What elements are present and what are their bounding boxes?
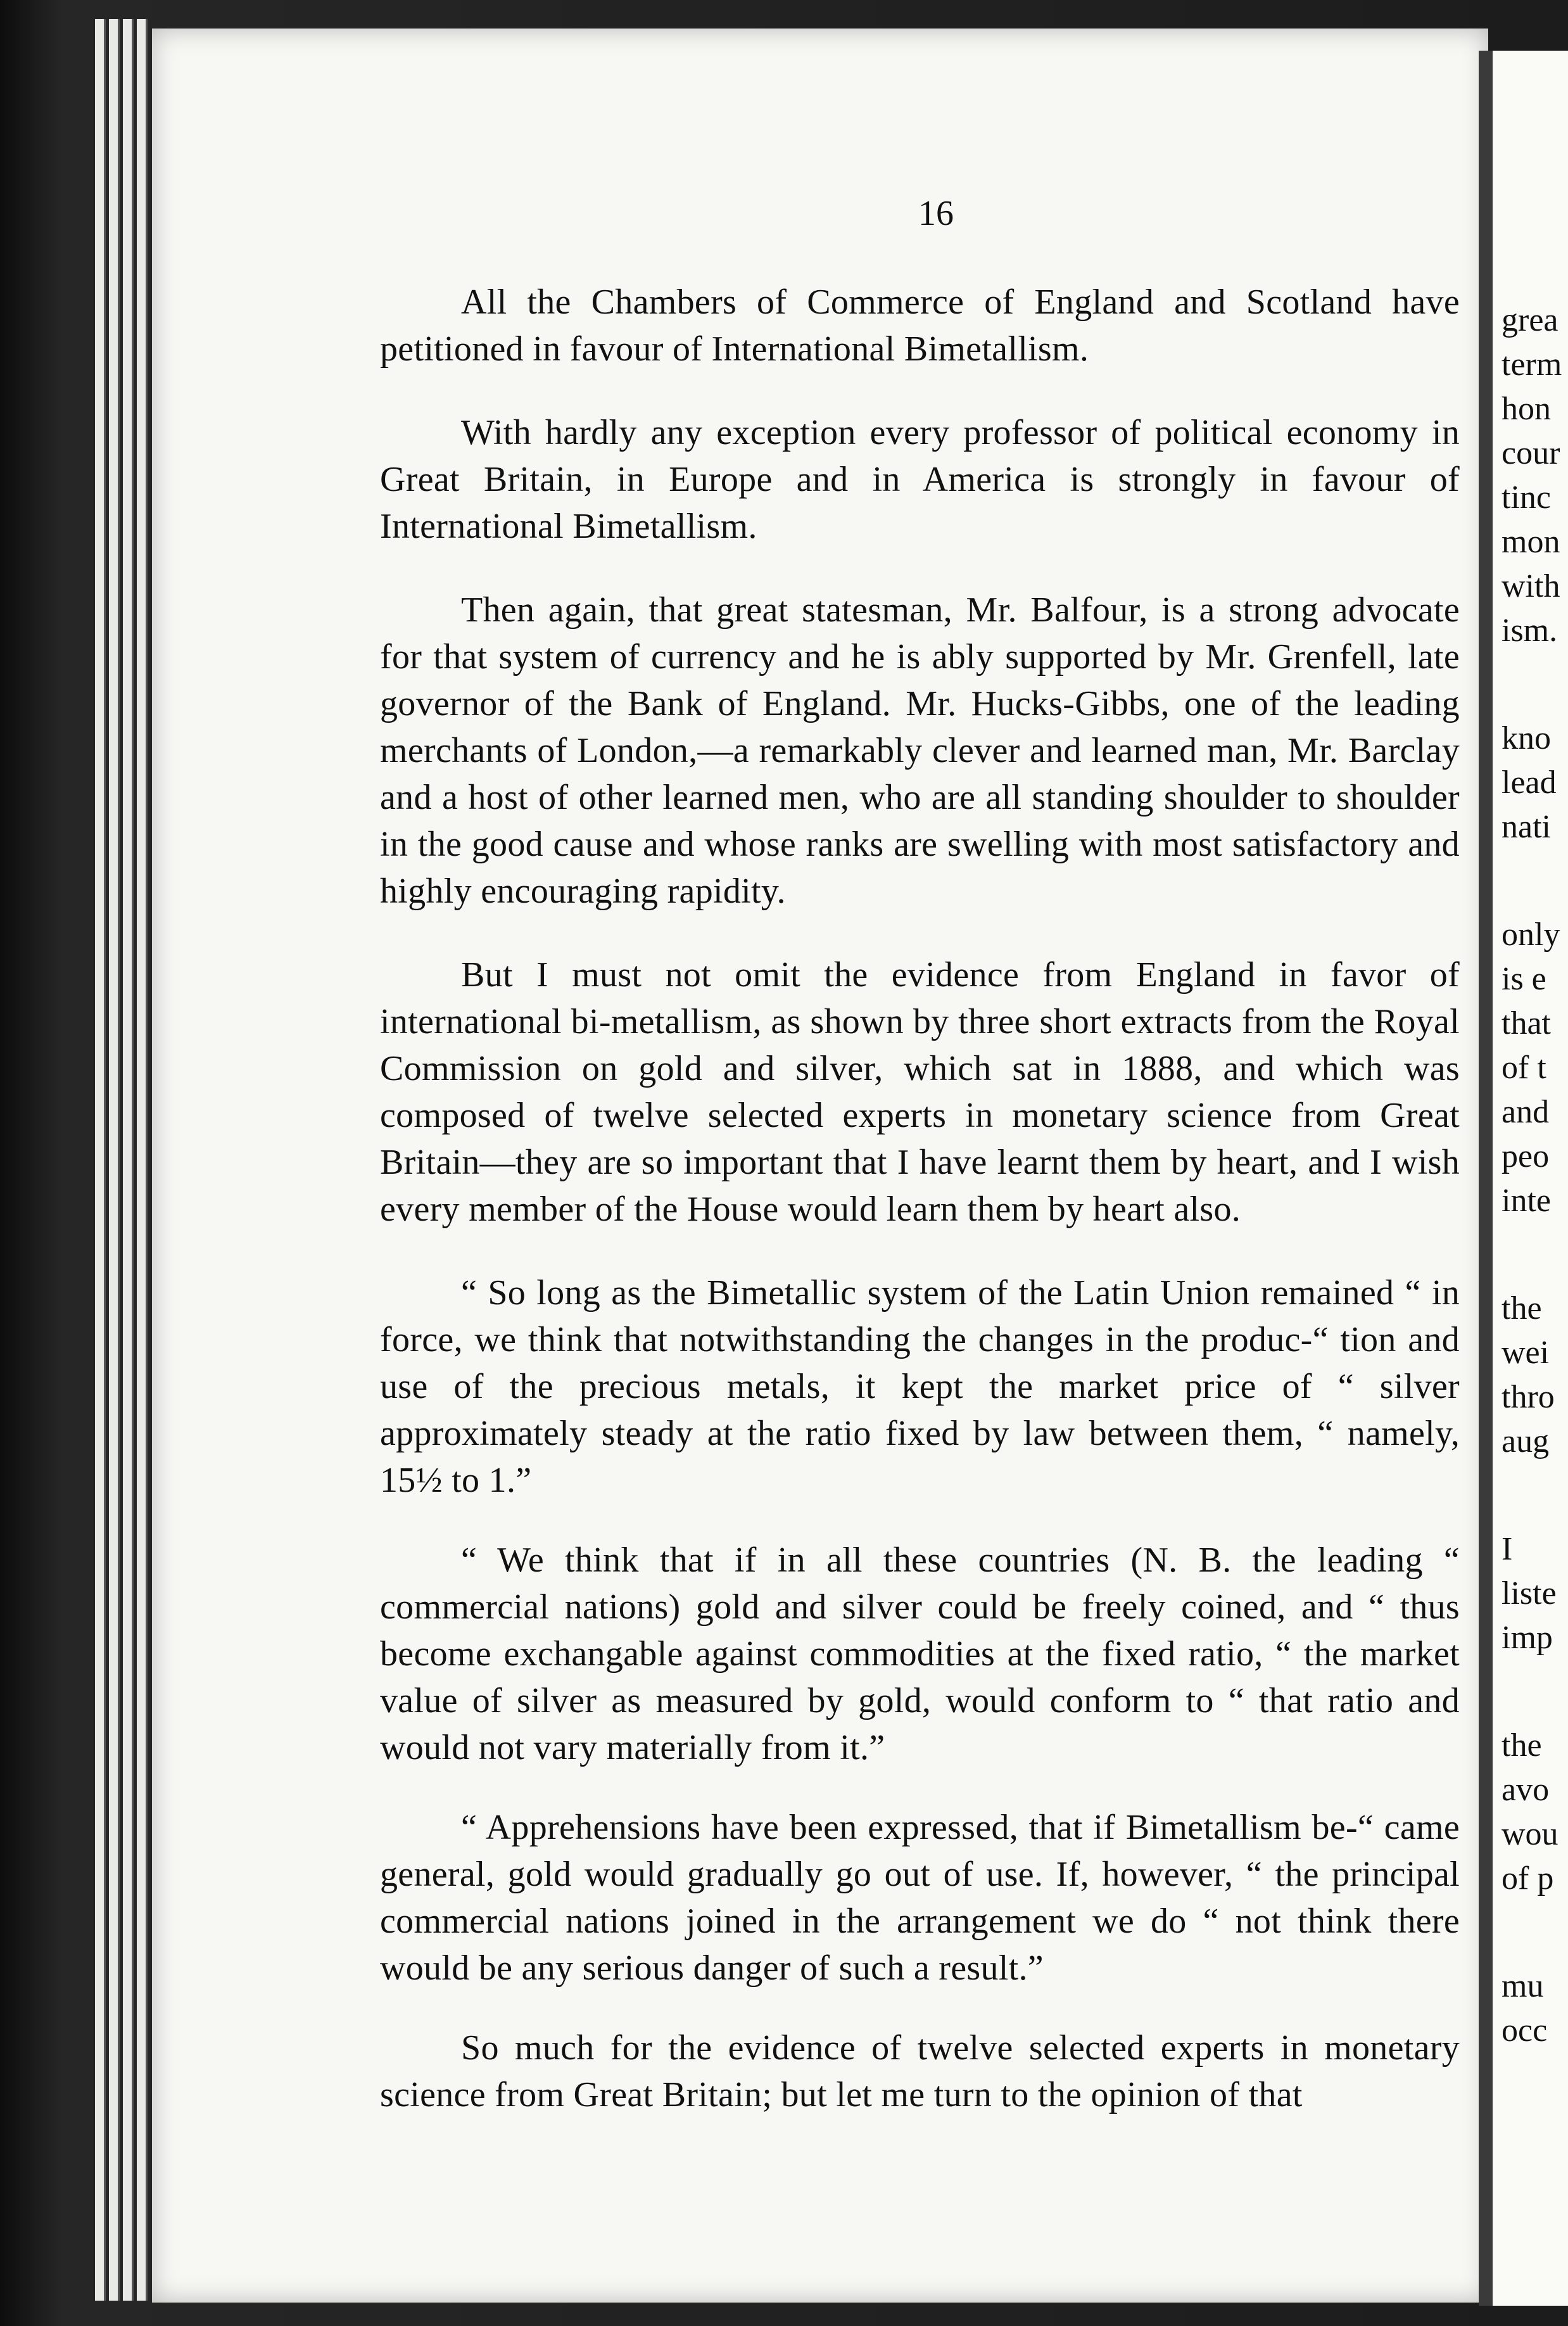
- facing-page-fragment: hon: [1502, 391, 1551, 427]
- facing-page-fragment: cour: [1502, 435, 1560, 471]
- facing-page-fragment: occ: [1502, 2012, 1548, 2049]
- page-edge: [123, 19, 134, 2301]
- facing-page-fragment: wei: [1502, 1335, 1550, 1371]
- page-edge: [109, 19, 120, 2301]
- facing-page-fragment: mu: [1502, 1968, 1544, 2004]
- facing-page-fragment: I: [1502, 1531, 1513, 1567]
- facing-page-fragment: ism.: [1502, 613, 1558, 649]
- facing-page: [1479, 51, 1568, 2306]
- facing-page-fragment: of t: [1502, 1050, 1546, 1086]
- quotation: “ So long as the Bimetallic system of the Latin Union remained “ in force, we think that notwithstanding the changes in the produc-“ tion and use of the precious metals, it kept the market price of “ silver approximately steady at the ratio fixed by law between them, “ namely, 15½ to 1.”: [380, 1273, 1460, 1500]
- page-edge: [137, 19, 148, 2301]
- facing-page-fragment: nati: [1502, 809, 1551, 845]
- paragraph: With hardly any exception every professor of political economy in Great Britain, in Europe and in America is strongly in favour of International Bimetallism.: [380, 413, 1460, 546]
- facing-page-fragment: is e: [1502, 961, 1546, 997]
- facing-page-fragment: the: [1502, 1290, 1542, 1326]
- facing-page-fragment: that: [1502, 1005, 1551, 1041]
- page-number: 16: [918, 194, 954, 233]
- facing-page-fragment: liste: [1502, 1575, 1557, 1611]
- facing-page-fragment: aug: [1502, 1423, 1550, 1459]
- page-edge: [95, 19, 106, 2301]
- facing-page-fragment: kno: [1502, 720, 1551, 756]
- facing-page-fragment: imp: [1502, 1620, 1553, 1656]
- facing-page-fragment: term: [1502, 346, 1562, 383]
- facing-page-fragment: peo: [1502, 1138, 1550, 1174]
- facing-page-fragment: of p: [1502, 1860, 1554, 1897]
- facing-page-fragment: only: [1502, 917, 1560, 953]
- facing-page-fragment: and: [1502, 1094, 1550, 1130]
- facing-page-fragment: avo: [1502, 1772, 1550, 1808]
- paragraph: But I must not omit the evidence from England in favor of international bi-metallism, as shown by three short extracts from the Royal Commission on gold and silver, which sat in 1888, and which was composed of twelve selected experts in monetary science from Great Britain—they are so important that I have learnt them by heart, and I wish every member of the House would learn them by heart also.: [380, 955, 1460, 1229]
- facing-page-fragment: inte: [1502, 1183, 1551, 1219]
- facing-page-fragment: lead: [1502, 765, 1557, 801]
- facing-page-fragment: mon: [1502, 524, 1560, 560]
- paragraph: All the Chambers of Commerce of England and Scotland have petitioned in favour of International Bimetallism.: [380, 283, 1460, 369]
- paragraph: Then again, that great statesman, Mr. Balfour, is a strong advocate for that system of currency and he is ably supported by Mr. Grenfell, late governor of the Bank of England. Mr. Hucks-Gibbs, one of the leading merchants of London,—a remarkably clever and learned man, Mr. Barclay and a host of other learned men, who are all standing shoulder to shoulder in the good cause and whose ranks are swelling with most satisfactory and highly encouraging rapidity.: [380, 590, 1460, 911]
- quotation: “ We think that if in all these countries (N. B. the leading “ commercial nations) gold and silver could be freely coined, and “ thus become exchangable against commodities at the fixed ratio, “ the market value of silver as measured by gold, would conform to “ that ratio and would not vary materially from it.”: [380, 1541, 1460, 1767]
- facing-page-fragment: wou: [1502, 1816, 1559, 1852]
- facing-page-fragment: with: [1502, 568, 1560, 604]
- facing-page-fragment: the: [1502, 1727, 1542, 1764]
- facing-page-fragment: tinc: [1502, 480, 1551, 516]
- facing-page-fragment: thro: [1502, 1379, 1555, 1415]
- facing-page-fragment: grea: [1502, 302, 1559, 338]
- paragraph: So much for the evidence of twelve selected experts in monetary science from Great Britain; but let me turn to the opinion of that: [380, 2028, 1460, 2114]
- page-body: [380, 279, 1460, 2118]
- quotation: “ Apprehensions have been expressed, that if Bimetallism be-“ came general, gold would gradually go out of use. If, however, “ the principal commercial nations joined in the arrangement we do “ not think there would be any serious danger of such a result.”: [380, 1808, 1460, 1988]
